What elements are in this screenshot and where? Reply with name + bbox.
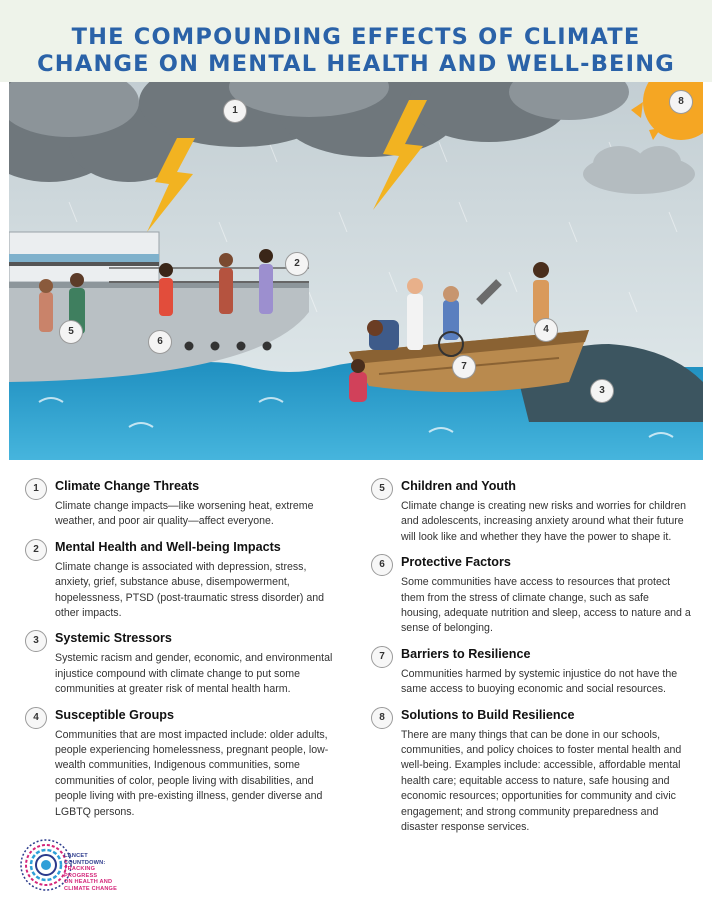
- title-line-1: THE COMPOUNDING EFFECTS OF CLIMATE: [71, 24, 641, 50]
- legend-item-title: Climate Change Threats: [55, 479, 200, 493]
- climate-scene-illustration: [9, 82, 703, 460]
- logo-line-1: LANCET COUNTDOWN:: [64, 853, 106, 866]
- legend-item-8: [371, 707, 691, 836]
- legend-item-title: Susceptible Groups: [55, 707, 174, 722]
- scene-marker-2: 2: [285, 252, 309, 276]
- logo-wordmark: [64, 853, 124, 893]
- legend-number-badge: 3: [25, 630, 47, 652]
- legend-item-title: Systemic Stressors: [55, 631, 172, 646]
- legend-number-badge: 1: [25, 478, 47, 500]
- legend-item-2: [25, 539, 345, 622]
- legend-item-1: [25, 478, 345, 530]
- logo-line-3: ON HEALTH AND: [64, 879, 113, 886]
- logo-line-2: TRACKING PROGRESS: [64, 866, 98, 879]
- legend-item-5: [371, 478, 691, 545]
- page-title: [0, 24, 712, 78]
- scene-marker-8: 8: [669, 90, 693, 114]
- legend-item-title: Barriers to Resilience: [401, 646, 531, 661]
- legend-item-title: Solutions to Build Resilience: [401, 707, 575, 722]
- legend-item-3: [25, 630, 345, 697]
- legend-number-badge: 2: [25, 539, 47, 561]
- title-line-2: CHANGE ON MENTAL HEALTH AND WELL-BEING: [37, 51, 675, 77]
- legend-number-badge: 4: [25, 707, 47, 729]
- scene-marker-5: 5: [59, 320, 83, 344]
- legend-item-body: Climate change impacts—like worsening heat, extreme weather, and poor air quality—affect everyone.: [55, 500, 314, 528]
- legend-left-column: [25, 476, 345, 829]
- legend-number-badge: 6: [371, 554, 393, 576]
- scene-marker-3: 3: [590, 379, 614, 403]
- legend-item-body: Systemic racism and gender, economic, and environmental injustice compound with climate change to put some communities at greater risk of mental health harm.: [55, 652, 333, 696]
- legend-item-body: Some communities have access to resources that protect them from the stress of climate change, such as safe housing, adequate nutrition and sleep, access to nature and a sense of belonging.: [401, 576, 691, 635]
- logo-line-4: CLIMATE CHANGE: [64, 885, 118, 892]
- legend-item-body: Climate change is creating new risks and worries for children and adolescents, increasing anxiety around what their future will look like and whether they have the power to shape it.: [401, 500, 686, 543]
- legend-item-body: Communities that are most impacted include: older adults, people experiencing homelessness, pregnant people, low-wealth communities, Indigenous communities, some communities of color, people living with disabilities, and people living with pre-existing illness, gender diverse and LGBTQ persons.: [55, 728, 329, 818]
- legend-item-body: Communities harmed by systemic injustice do not have the same access to buoying economic and social resources.: [401, 667, 678, 696]
- legend-number-badge: 7: [371, 646, 393, 668]
- legend-item-title: Protective Factors: [401, 555, 511, 570]
- scene-marker-4: 4: [534, 318, 558, 342]
- legend-right-column: [371, 476, 691, 845]
- legend-item-4: [25, 707, 345, 820]
- legend-item-6: [371, 554, 691, 637]
- legend-item-body: Climate change is associated with depression, stress, anxiety, grief, substance abuse, disempowerment, hopelessness, PTSD (post-traumatic stress disorder) and other impacts.: [55, 560, 325, 620]
- legend-item-title: Children and Youth: [401, 479, 516, 493]
- legend-item-body: There are many things that can be done in our schools, communities, and policy choices to foster mental health and well-being. Examples include: accessible, affordable mental health care; equitable access to nature, safe housing and economic resources; opportunities for community and civic engagement; and strong community preparedness and disaster response services.: [401, 728, 682, 834]
- scene-svg: [9, 82, 703, 460]
- legend-number-badge: 5: [371, 478, 393, 500]
- scene-marker-7: 7: [452, 355, 476, 379]
- legend-number-badge: 8: [371, 707, 393, 729]
- header-band: [0, 0, 712, 82]
- legend-item-7: [371, 646, 691, 698]
- legend-item-title: Mental Health and Well-being Impacts: [55, 539, 281, 554]
- scene-marker-1: 1: [223, 99, 247, 123]
- scene-marker-6: 6: [148, 330, 172, 354]
